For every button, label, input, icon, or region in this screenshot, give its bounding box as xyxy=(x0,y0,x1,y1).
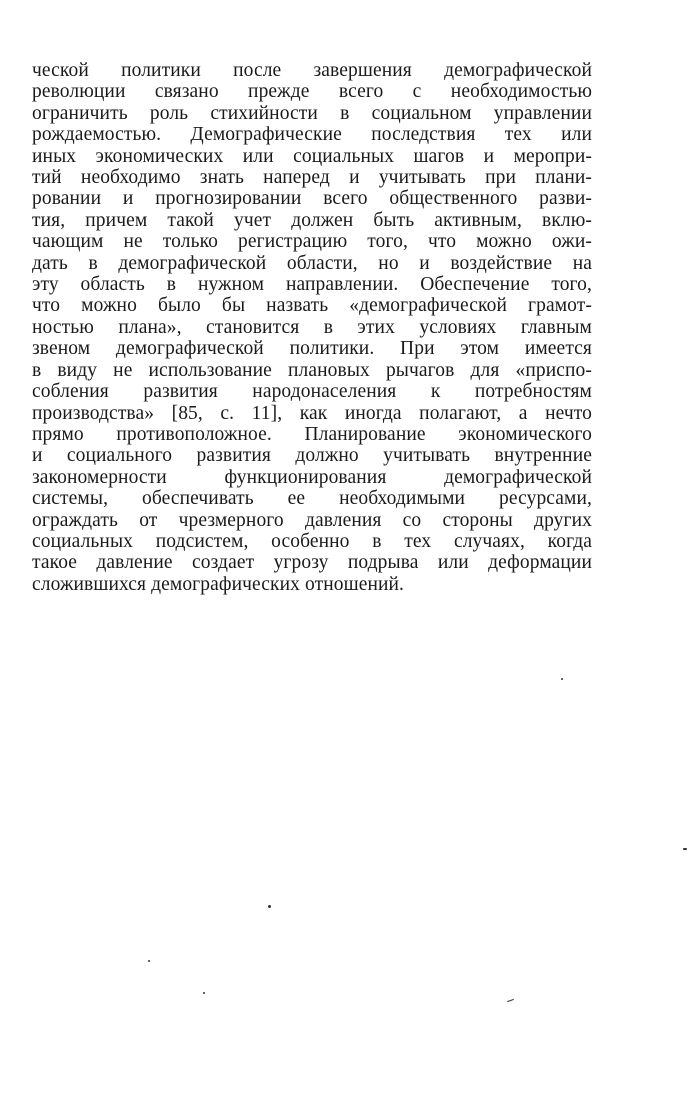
text-line-3: ограничить роль стихийности в социальном управлении xyxy=(32,102,592,124)
text-line-13: ностью плана», становится в этих условиях главным xyxy=(32,316,592,338)
text-line-12: что можно было бы назвать «демографической грамот- xyxy=(32,295,592,317)
text-line-11: эту область в нужном направлении. Обеспечение того, xyxy=(32,274,592,296)
text-line-10: дать в демографической области, но и воздействие на xyxy=(32,252,592,274)
text-line-22: ограждать от чрезмерного давления со стороны других xyxy=(32,509,592,531)
scan-speck xyxy=(203,992,205,994)
text-line-7: ровании и прогнозировании всего общественного разви- xyxy=(32,188,592,210)
text-line-9: чающим не только регистрацию того, что можно ожи- xyxy=(32,231,592,253)
text-line-2: революции связано прежде всего с необходимостью xyxy=(32,81,592,103)
text-line-15: в виду не использование плановых рычагов для «приспо- xyxy=(32,359,592,381)
page-text-block xyxy=(32,60,592,595)
scan-speck xyxy=(148,960,150,962)
text-line-19: и социального развития должно учитывать внутренние xyxy=(32,445,592,467)
text-line-18: прямо противоположное. Планирование экономического xyxy=(32,423,592,445)
text-line-20: закономерности функционирования демографической xyxy=(32,466,592,488)
text-line-24: такое давление создает угрозу подрыва или деформации xyxy=(32,552,592,574)
text-line-16: собления развития народонаселения к потребностям xyxy=(32,381,592,403)
scan-speck xyxy=(507,999,514,1002)
text-line-4: рождаемостью. Демографические последствия тех или xyxy=(32,124,592,146)
text-line-17: производства» [85, с. 11], как иногда полагают, а нечто xyxy=(32,402,592,424)
scan-speck xyxy=(683,848,687,850)
text-line-1: ческой политики после завершения демографической xyxy=(32,60,592,81)
text-line-6: тий необходимо знать наперед и учитывать при плани- xyxy=(32,167,592,189)
text-line-5: иных экономических или социальных шагов и меропри- xyxy=(32,145,592,167)
scan-speck xyxy=(561,678,563,680)
text-line-23: социальных подсистем, особенно в тех случаях, когда xyxy=(32,530,592,552)
text-line-8: тия, причем такой учет должен быть активным, вклю- xyxy=(32,209,592,231)
text-line-21: системы, обеспечивать ее необходимыми ресурсами, xyxy=(32,488,592,510)
text-line-25: сложившихся демографических отношений. xyxy=(32,573,405,595)
scan-speck xyxy=(268,905,271,908)
text-line-14: звеном демографической политики. При этом имеется xyxy=(32,338,592,360)
